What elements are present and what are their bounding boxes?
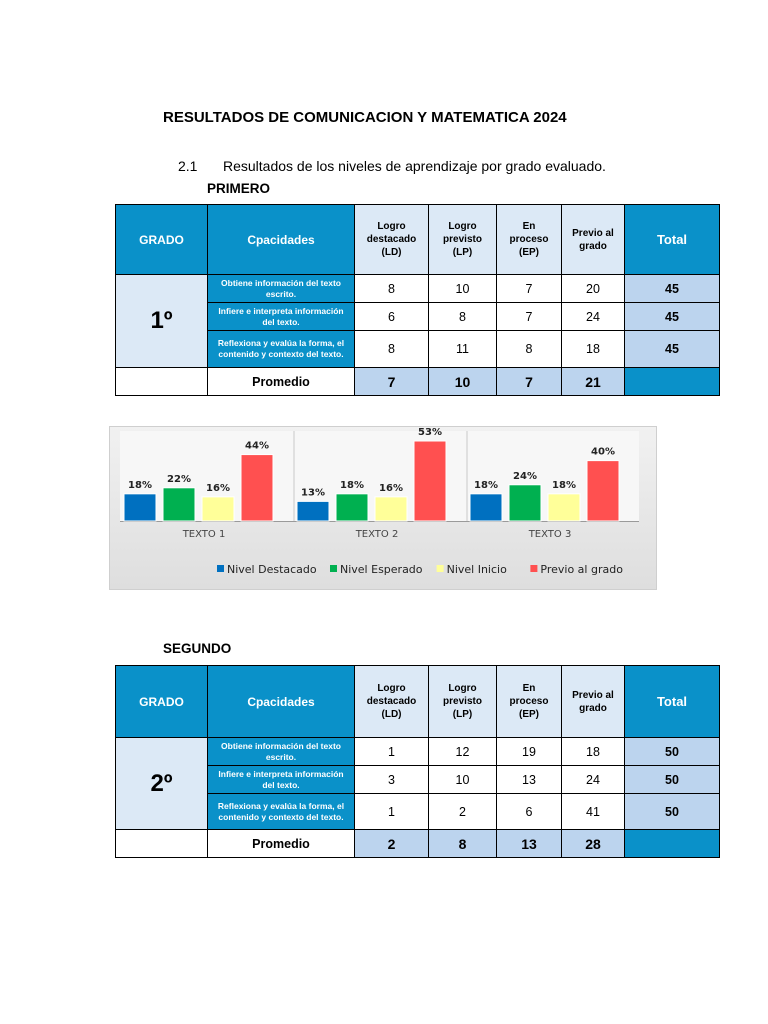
total-cell: 45 xyxy=(625,331,720,368)
promedio-label: Promedio xyxy=(208,368,355,396)
header-ld: Logro destacado (LD) xyxy=(355,666,429,738)
chart-svg xyxy=(110,427,658,591)
data-label: 18% xyxy=(128,479,152,491)
previo-cell: 18 xyxy=(562,738,625,766)
ep-cell: 19 xyxy=(497,738,562,766)
data-label: 22% xyxy=(167,473,191,485)
bar-previo-al-grado xyxy=(414,441,446,521)
promedio-total-blank xyxy=(625,368,720,396)
previo-cell: 18 xyxy=(562,331,625,368)
capacity-cell: Infiere e interpreta información del texto. xyxy=(208,303,355,331)
category-label: TEXTO 1 xyxy=(182,529,226,540)
data-label: 18% xyxy=(474,479,498,491)
header-ep: En proceso (EP) xyxy=(497,666,562,738)
data-label: 13% xyxy=(301,487,325,499)
lp-cell: 11 xyxy=(429,331,497,368)
ld-cell: 3 xyxy=(355,766,429,794)
capacity-cell: Obtiene información del texto escrito. xyxy=(208,275,355,303)
table-row xyxy=(116,275,720,303)
category-label: TEXTO 3 xyxy=(528,529,572,540)
legend-label: Nivel Esperado xyxy=(340,563,423,576)
legend-swatch xyxy=(437,565,444,572)
total-cell: 50 xyxy=(625,794,720,830)
legend-label: Nivel Destacado xyxy=(227,563,317,576)
promedio-ld: 7 xyxy=(355,368,429,396)
header-grado: GRADO xyxy=(116,205,208,275)
capacity-cell: Infiere e interpreta información del texto. xyxy=(208,766,355,794)
lp-cell: 12 xyxy=(429,738,497,766)
bar-nivel-esperado xyxy=(336,494,368,521)
data-label: 18% xyxy=(552,479,576,491)
bar-nivel-destacado xyxy=(470,494,502,521)
bar-nivel-esperado xyxy=(509,485,541,521)
previo-cell: 24 xyxy=(562,766,625,794)
table-row xyxy=(116,738,720,766)
ep-cell: 13 xyxy=(497,766,562,794)
promedio-lp: 8 xyxy=(429,830,497,858)
bar-previo-al-grado xyxy=(587,461,619,521)
bar-nivel-destacado xyxy=(297,501,329,521)
header-lp: Logro previsto (LP) xyxy=(429,205,497,275)
promedio-lp: 10 xyxy=(429,368,497,396)
lp-cell: 8 xyxy=(429,303,497,331)
data-label: 18% xyxy=(340,479,364,491)
header-previo: Previo al grado xyxy=(562,666,625,738)
header-total: Total xyxy=(625,205,720,275)
promedio-ep: 7 xyxy=(497,368,562,396)
promedio-total-blank xyxy=(625,830,720,858)
legend-swatch xyxy=(330,565,337,572)
header-total: Total xyxy=(625,666,720,738)
capacity-cell: Reflexiona y evalúa la forma, el contenido y contexto del texto. xyxy=(208,794,355,830)
capacity-cell: Reflexiona y evalúa la forma, el contenido y contexto del texto. xyxy=(208,331,355,368)
promedio-ep: 13 xyxy=(497,830,562,858)
legend-label: Nivel Inicio xyxy=(446,563,507,576)
data-label: 16% xyxy=(379,482,403,494)
grade-cell: 2º xyxy=(116,738,208,830)
promedio-label: Promedio xyxy=(208,830,355,858)
header-lp: Logro previsto (LP) xyxy=(429,666,497,738)
total-cell: 45 xyxy=(625,275,720,303)
bar-previo-al-grado xyxy=(241,455,273,521)
bar-nivel-inicio xyxy=(202,497,234,521)
subsection-number: 2.1 xyxy=(178,158,198,174)
category-label: TEXTO 2 xyxy=(355,529,399,540)
header-grado: GRADO xyxy=(116,666,208,738)
header-ld: Logro destacado (LD) xyxy=(355,205,429,275)
promedio-row xyxy=(116,368,720,396)
ld-cell: 8 xyxy=(355,275,429,303)
page-title: RESULTADOS DE COMUNICACION Y MATEMATICA 2024 xyxy=(163,109,567,126)
ep-cell: 7 xyxy=(497,275,562,303)
lp-cell: 10 xyxy=(429,275,497,303)
ep-cell: 7 xyxy=(497,303,562,331)
bar-nivel-inicio xyxy=(548,494,580,521)
grade-cell: 1º xyxy=(116,275,208,368)
header-capacidades: Cpacidades xyxy=(208,205,355,275)
ep-cell: 8 xyxy=(497,331,562,368)
data-label: 24% xyxy=(513,470,537,482)
subsection-heading xyxy=(178,158,606,174)
data-label: 53% xyxy=(418,427,442,438)
ld-cell: 1 xyxy=(355,738,429,766)
capacity-cell: Obtiene información del texto escrito. xyxy=(208,738,355,766)
total-cell: 45 xyxy=(625,303,720,331)
total-cell: 50 xyxy=(625,738,720,766)
legend-swatch xyxy=(530,565,537,572)
bar-chart xyxy=(109,426,657,590)
segundo-heading: SEGUNDO xyxy=(163,641,232,656)
bar-nivel-inicio xyxy=(375,497,407,521)
primero-heading: PRIMERO xyxy=(207,181,271,196)
ld-cell: 6 xyxy=(355,303,429,331)
subsection-text: Resultados de los niveles de aprendizaje por grado evaluado. xyxy=(223,158,606,174)
data-label: 40% xyxy=(591,446,615,458)
legend-label: Previo al grado xyxy=(540,563,623,576)
ep-cell: 6 xyxy=(497,794,562,830)
segundo-table xyxy=(115,665,720,858)
lp-cell: 10 xyxy=(429,766,497,794)
data-label: 44% xyxy=(245,440,269,452)
promedio-row xyxy=(116,830,720,858)
ld-cell: 8 xyxy=(355,331,429,368)
data-label: 16% xyxy=(206,482,230,494)
total-cell: 50 xyxy=(625,766,720,794)
table-header-row xyxy=(116,205,720,275)
ld-cell: 1 xyxy=(355,794,429,830)
header-capacidades: Cpacidades xyxy=(208,666,355,738)
lp-cell: 2 xyxy=(429,794,497,830)
previo-cell: 24 xyxy=(562,303,625,331)
legend-swatch xyxy=(217,565,224,572)
previo-cell: 41 xyxy=(562,794,625,830)
header-previo: Previo al grado xyxy=(562,205,625,275)
promedio-previo: 28 xyxy=(562,830,625,858)
previo-cell: 20 xyxy=(562,275,625,303)
promedio-previo: 21 xyxy=(562,368,625,396)
primero-table xyxy=(115,204,720,396)
table-header-row xyxy=(116,666,720,738)
header-ep: En proceso (EP) xyxy=(497,205,562,275)
promedio-ld: 2 xyxy=(355,830,429,858)
bar-nivel-esperado xyxy=(163,488,195,521)
bar-nivel-destacado xyxy=(124,494,156,521)
